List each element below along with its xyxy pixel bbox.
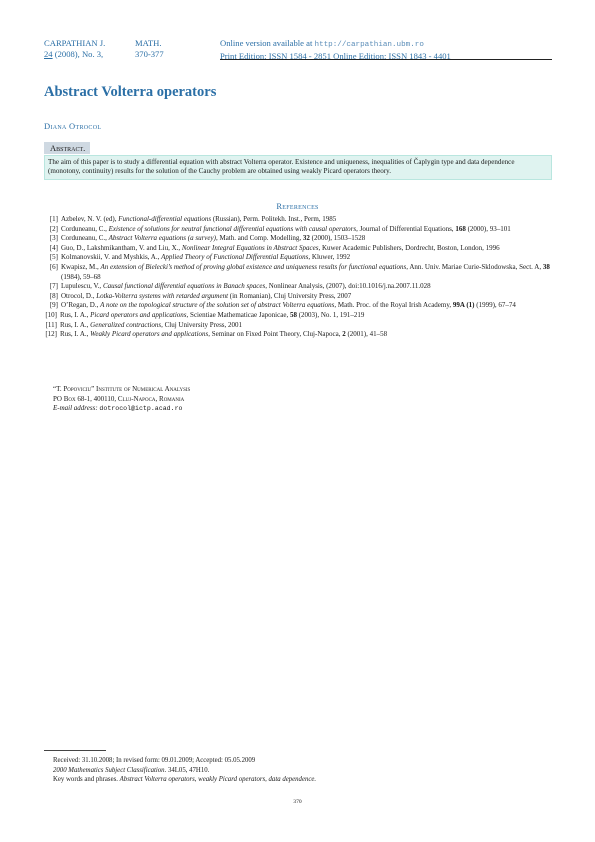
reference-item: [6] Kwapisz, M., An extension of Bielecki’s method of proving global existence and uniqueness results for functional equations, Ann. Univ. Mariae Curie-Sklodowska, Sect. A, 38 (1984), 59–68: [49, 262, 550, 281]
msc-value: 34L05, 47H10.: [167, 766, 210, 774]
reference-item: [8] Otrocol, D., Lotka-Volterra systems with retarded argument (in Romanian), Cluj University Press, 2007: [49, 291, 352, 300]
online-prefix: Online version available at: [220, 38, 313, 48]
email-label: E-mail address:: [53, 404, 98, 413]
reference-item: [9] O’Regan, D., A note on the topological structure of the solution set of abstract Volterra equations, Math. Proc. of the Royal Irish Academy, 99A (1) (1999), 67–74: [49, 301, 516, 310]
postal-address: PO Box 68-1, 400110, Cluj-Napoca, Romania: [53, 394, 185, 403]
reference-item: [10] Rus, I. A., Picard operators and applications, Scientiae Mathematicae Japonicae, 58 (2003), No. 1, 191–219: [45, 310, 365, 319]
reference-item: [1] Azbelev, N. V. (ed), Functional-differential equations (Russian), Perm. Politekh. Inst., Perm, 1985: [49, 215, 337, 223]
journal-subject: MATH.: [135, 38, 162, 48]
references-heading: References: [276, 201, 319, 211]
issue-info: (2008), No. 3,: [54, 49, 104, 59]
page-number: 370: [293, 799, 302, 805]
abstract-text: The aim of this paper is to study a differential equation with abstract Volterra operator. Existence and uniqueness, inequalities of Čaplygin type and data dependence (monotony, continuity) results for the solution of the Cauchy problem are obtained using weakly Picard operators theory.: [48, 158, 515, 176]
volume-number: 24: [44, 49, 53, 59]
references-list: [44, 215, 554, 340]
keywords-label: Key words and phrases.: [53, 776, 118, 784]
journal-header-left: [44, 38, 105, 60]
footnote-rule: [44, 750, 106, 751]
author-address: [53, 385, 190, 414]
abstract-label: Abstract.: [44, 142, 90, 154]
footnotes: [53, 756, 316, 785]
reference-item: [2] Corduneanu, C., Existence of solutions for neutral functional differential equations with causal operators, Journal of Differential Equations, 168 (2000), 93–101: [49, 224, 511, 233]
journal-name: CARPATHIAN J.: [44, 38, 106, 48]
reference-item: [5] Kolmanovskii, V. and Myshkis, A., Applied Theory of Functional Differential Equations, Kluwer, 1992: [49, 253, 351, 262]
reference-item: [4] Guo, D., Lakshmikantham, V. and Liu, X., Nonlinear Integral Equations in Abstract Spaces, Kuwer Academic Publishers, Dordrecht, Boston, London, 1996: [49, 243, 500, 252]
paper-title: Abstract Volterra operators: [44, 84, 217, 100]
abstract-box: [44, 155, 552, 180]
page-range: 370-377: [135, 49, 164, 59]
reference-item: [11] Rus, I. A., Generalized contractions, Cluj University Press, 2001: [45, 320, 243, 329]
online-url-link[interactable]: http://carpathian.ubm.ro: [314, 41, 424, 49]
journal-header-mid: [135, 38, 164, 60]
msc-label: 2000 Mathematics Subject Classification.: [53, 766, 167, 774]
received-dates: Received: 31.10.2008; In revised form: 09.01.2009; Accepted: 05.05.2009: [53, 757, 256, 764]
reference-item: [12] Rus, I. A., Weakly Picard operators and applications, Seminar on Fixed Point Theory, Cluj-Napoca, 2 (2001), 41–58: [45, 330, 388, 339]
keywords-value: Abstract Volterra operators, weakly Picard operators, data dependence.: [119, 776, 317, 784]
reference-item: [3] Corduneanu, C., Abstract Volterra equations (a survey), Math. and Comp. Modelling, 32 (2000), 1503–1528: [49, 234, 366, 243]
reference-item: [7] Lupulescu, V., Causal functional differential equations in Banach spaces, Nonlinear Analysis, (2007), doi:10.1016/j.na.2007.11.028: [49, 282, 431, 291]
header-rule: [220, 59, 552, 60]
print-edition: Print Edition: ISSN 1584 - 2851 Online Edition: ISSN 1843 - 4401: [220, 51, 451, 61]
author-name: Diana Otrocol: [44, 121, 102, 131]
institute-name: “T. Popoviciu” Institute of Numerical Analysis: [53, 385, 191, 393]
email-link[interactable]: dotrocol@ictp.acad.ro: [99, 405, 183, 413]
